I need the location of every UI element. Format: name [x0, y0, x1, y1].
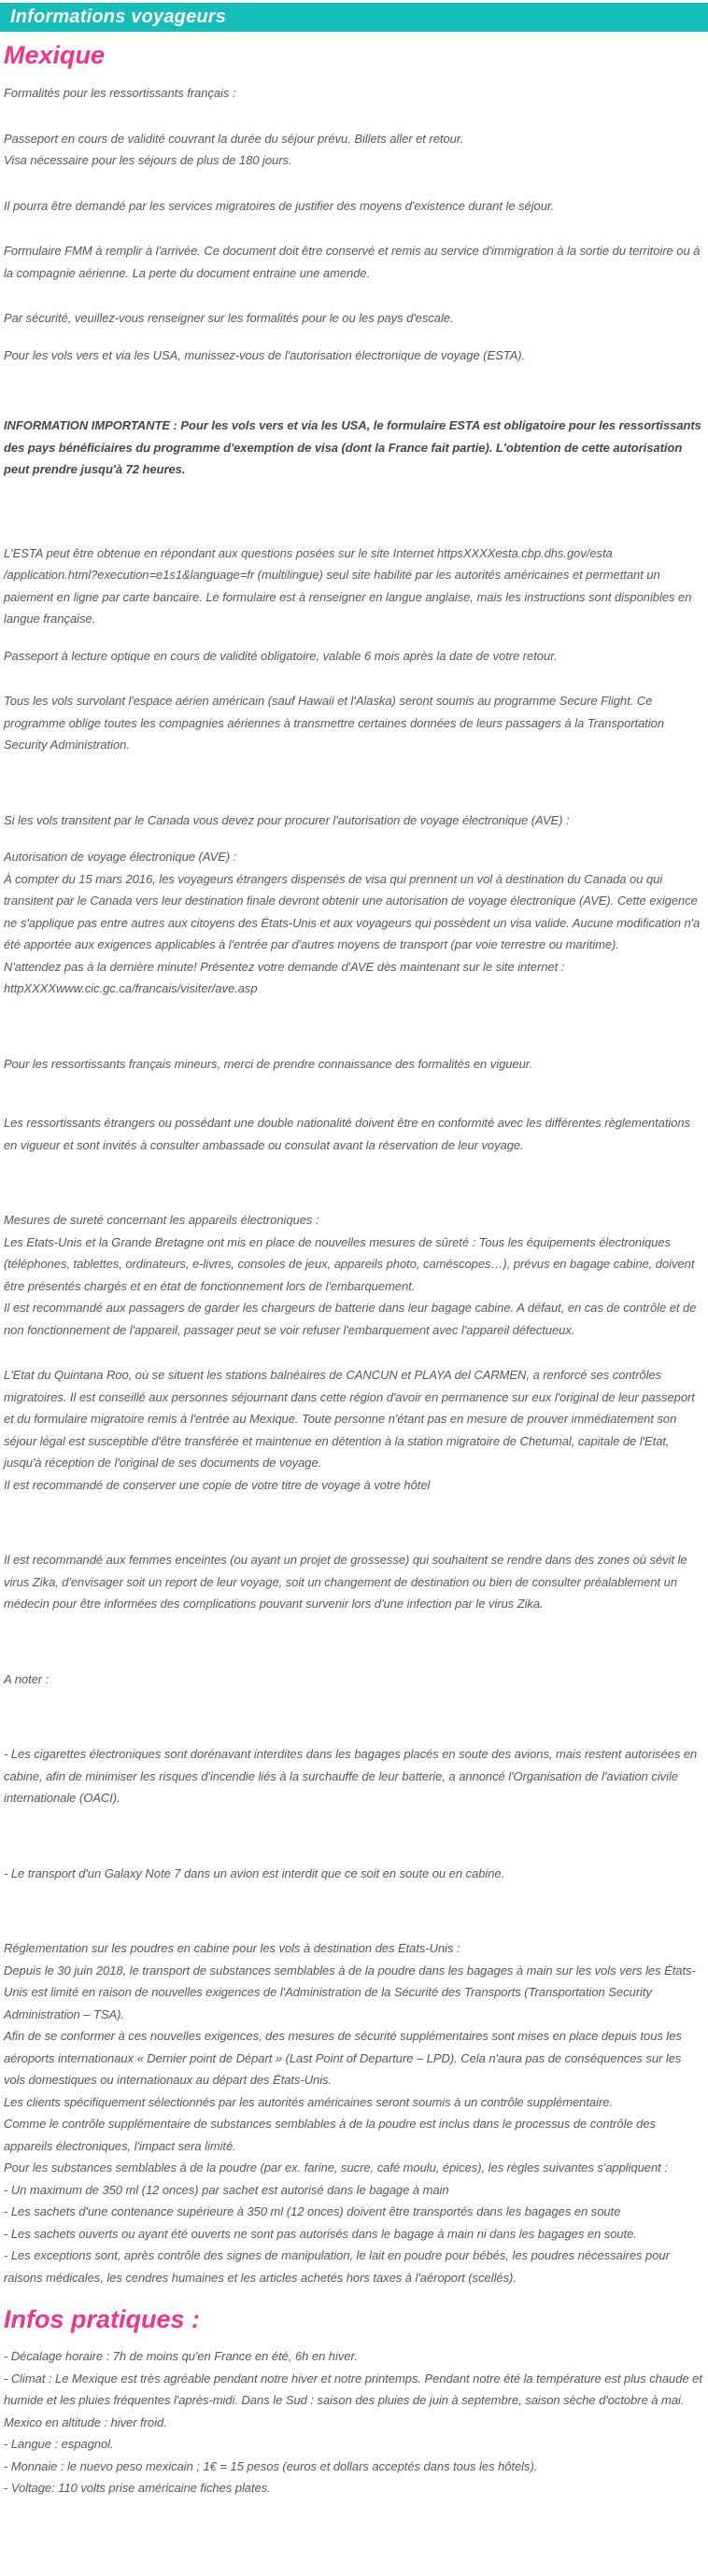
paragraph: À compter du 15 mars 2016, les voyageurs étrangers dispensés de visa qui prennent un vol à destination du Canada ou qui transitent par le Canada vers leur destination finale devront obtenir une autorisation de voyage électronique (AVE). Cette exigence ne s'applique pas entre autres aux citoyens des États-Unis et aux voyageurs qui possèdent un visa valide. Aucune modification n'a été apportée aux exigences applicables à l'entrée par d'autres moyens de transport (par voie terrestre ou maritime). — [4, 871, 701, 951]
paragraph: N'attendez pas à la dernière minute! Présentez votre demande d'AVE dès maintenant sur le site internet : — [4, 959, 565, 974]
paragraph: Les ressortissants étrangers ou possédant une double nationalité doivent être en conformité avec les différentes règlementations en vigueur et sont invités à consulter ambassade ou consulat avant la réservation de leur voyage. — [4, 1116, 691, 1152]
paragraph: A noter : — [4, 1671, 50, 1686]
paragraph: Il est recommandé aux passagers de garder les chargeurs de batterie dans leur bagage cabine. A défaut, en cas de contrôle et de non fonctionnement de l'appareil, passager peut se voir refuser l'embarquement avec l'appareil défectueux. — [4, 1301, 697, 1337]
info-item: - Décalage horaire : 7h de moins qu'en France en été, 6h en hiver. — [4, 2349, 358, 2363]
paragraph: Formalités pour les ressortissants français : — [4, 86, 236, 100]
paragraph: Il est recommandé aux femmes enceintes (ou ayant un projet de grossesse) qui souhaitent se rendre dans des zones où sévit le virus Zika, d'envisager soit un report de leur voyage, soit un changement de destination ou bien de consulter préalablement un médecin pour être informées des complications pouvant survenir lors d'une infection par le virus Zika. — [4, 1553, 687, 1611]
infos-pratiques-section — [4, 2345, 702, 2499]
paragraph: Formulaire FMM à remplir à l'arrivée. Ce document doit être conservé et remis au service d'immigration à la sortie du territoire ou à la compagnie aérienne. La perte du document entraine une amende. — [4, 244, 701, 280]
paragraph: L'Etat du Quintana Roo, où se situent les stations balnéaires de CANCUN et PLAYA del CARMEN, a renforcé ses contrôles migratoires. Il est conseillé aux personnes séjournant dans cette région d'avoir en permanence sur eux l'original de leur passeport et du formulaire migratoire remis à l'entrée au Mexique. Toute personne n'étant pas en mesure de prouver immédiatement son séjour légal est susceptible d'être transférée et maintenue en détention à la station migratoire de Chetumal, capitale de l'Etat, jusqu'à réception de l'original de ses documents de voyage. — [4, 1368, 695, 1470]
paragraph: Comme le contrôle supplémentaire de substances semblables à de la poudre est inclus dans le processus de contrôle des appareils électroniques, l'impact sera limité. — [4, 2117, 656, 2153]
info-item: - Climat : Le Mexique est très agréable pendant notre hiver et notre printemps. Pendant notre été la température est plus chaude et humide et les pluies fréquentes l'après-midi. Dans le Sud : saison des pluies de juin à septembre, saison sèche d'octobre à mai. Mexico en altitude : hiver froid. — [4, 2371, 702, 2429]
paragraph: Les clients spécifiquement sélectionnés par les autorités américaines seront soumis à un contrôle supplémentaire. — [4, 2094, 613, 2109]
formalities-section — [4, 82, 702, 2288]
paragraph: Par sécurité, veuillez-vous renseigner sur les formalités pour le ou les pays d'escale. — [4, 311, 454, 325]
paragraph: Depuis le 30 juin 2018, le transport de substances semblables à de la poudre dans les bagages à main sur les vols vers les États-Unis est limité en raison de nouvelles exigences de l'Administration de la Sécurité des Transports (Transportation Security Administration – TSA). — [4, 1963, 696, 2021]
paragraph: INFORMATION IMPORTANTE : Pour les vols vers et via les USA, le formulaire ESTA est obligatoire pour les ressortissants des pays bénéficiaires du programme d'exemption de visa (dont la France fait partie). L'obtention de cette autorisation peut prendre jusqu'à 72 heures. — [4, 418, 701, 476]
info-item: - Voltage: 110 volts prise américaine fiches plates. — [4, 2481, 271, 2495]
header-title: Informations voyageurs — [10, 7, 227, 27]
paragraph: Mesures de sureté concernant les appareils électroniques : — [4, 1213, 319, 1227]
header-bar — [0, 3, 708, 32]
paragraph: L'ESTA peut être obtenue en répondant aux questions posées sur le site Internet httpsXXXXesta.cbp.dhs.gov/esta /application.html?execution=e1s1&language=fr (multilingue) seul site habilité par les autorités américaines et permettant un paiement en ligne par carte bancaire. Le formulaire est à renseigner en langue anglaise, mais les instructions sont disponibles en langue française. — [4, 545, 692, 626]
paragraph: - Les sachets ouverts ou ayant été ouverts ne sont pas autorisés dans le bagage à main ni dans les bagages en soute. — [4, 2226, 637, 2241]
paragraph: Afin de se conformer à ces nouvelles exigences, des mesures de sécurité supplémentaires sont mises en place depuis tous les aéroports internationaux « Dernier point de Départ » (Last Point of Departure – LPD). Cela n'aura pas de conséquences sur les vols domestiques ou internationaux au départ des États-Unis. — [4, 2029, 682, 2087]
paragraph: Tous les vols survolant l'espace aérien américain (sauf Hawaii et l'Alaska) seront soumis au programme Secure Flight. Ce programme oblige toutes les compagnies aériennes à transmettre certaines données de leurs passagers à la Transportation Security Administration. — [4, 694, 665, 752]
paragraph: Autorisation de voyage électronique (AVE) : — [4, 850, 237, 864]
infos-pratiques-heading: Infos pratiques : — [4, 2305, 201, 2333]
info-item: - Monnaie : le nuevo peso mexicain ; 1€ = 15 pesos (euros et dollars acceptés dans tous les hôtels). — [4, 2458, 538, 2473]
paragraph: Il pourra être demandé par les services migratoires de justifier des moyens d'existence durant le séjour. — [4, 198, 555, 213]
paragraph: - Les sachets d'une contenance supérieure à 350 ml (12 onces) doivent être transportés dans les bagages en soute — [4, 2204, 621, 2218]
info-item: - Langue : espagnol. — [4, 2437, 114, 2451]
paragraph: Visa nécessaire pour les séjours de plus de 180 jours. — [4, 153, 292, 167]
paragraph: - Un maximum de 350 ml (12 onces) par sachet est autorisé dans le bagage à main — [4, 2182, 449, 2197]
paragraph: Passeport en cours de validité couvrant la durée du séjour prévu. Billets aller et retour. — [4, 131, 464, 146]
paragraph: - Les cigarettes électroniques sont dorénavant interdites dans les bagages placés en soute des avions, mais restent autorisées en cabine, afin de minimiser les risques d'incendie liés à la surchauffe de leur batterie, a annoncé l'Organisation de l'aviation civile internationale (OACI). — [4, 1747, 698, 1805]
paragraph: Passeport à lecture optique en cours de validité obligatoire, valable 6 mois après la date de votre retour. — [4, 648, 558, 663]
paragraph: Pour les ressortissants français mineurs, merci de prendre connaissance des formalités en vigueur. — [4, 1056, 533, 1071]
paragraph: Il est recommandé de conserver une copie de votre titre de voyage à votre hôtel — [4, 1477, 431, 1492]
paragraph: Pour les vols vers et via les USA, munissez-vous de l'autorisation électronique de voyage (ESTA). — [4, 347, 526, 362]
paragraph: Les Etats-Unis et la Grande Bretagne ont mis en place de nouvelles mesures de sûreté : Tous les équipements électroniques (téléphones, tablettes, ordinateurs, e-livres, consoles de jeux, appareils photo, caméscopes…), prévus en bagage cabine, doivent être présentés chargés et en état de fonctionnement lors de l'embarquement. — [4, 1234, 695, 1293]
paragraph: - Le transport d'un Galaxy Note 7 dans un avion est interdit que ce soit en soute ou en cabine. — [4, 1865, 505, 1880]
paragraph: Pour les substances semblables à de la poudre (par ex. farine, sucre, café moulu, épices), les règles suivantes s'appliquent : — [4, 2161, 668, 2175]
traveler-info-document — [0, 40, 708, 2513]
paragraph: httpXXXXwww.cic.gc.ca/francais/visiter/ave.asp — [4, 981, 258, 995]
country-heading: Mexique — [4, 41, 106, 69]
paragraph: Réglementation sur les poudres en cabine pour les vols à destination des Etats-Unis : — [4, 1941, 460, 1955]
paragraph: Si les vols transitent par le Canada vous devez pour procurer l'autorisation de voyage électronique (AVE) : — [4, 812, 570, 827]
paragraph: - Les exceptions sont, après contrôle des signes de manipulation, le lait en poudre pour bébés, les poudres nécessaires pour raisons médicales, les cendres humaines et les articles achetés hors taxes à l'aéroport (scellés). — [4, 2248, 670, 2285]
